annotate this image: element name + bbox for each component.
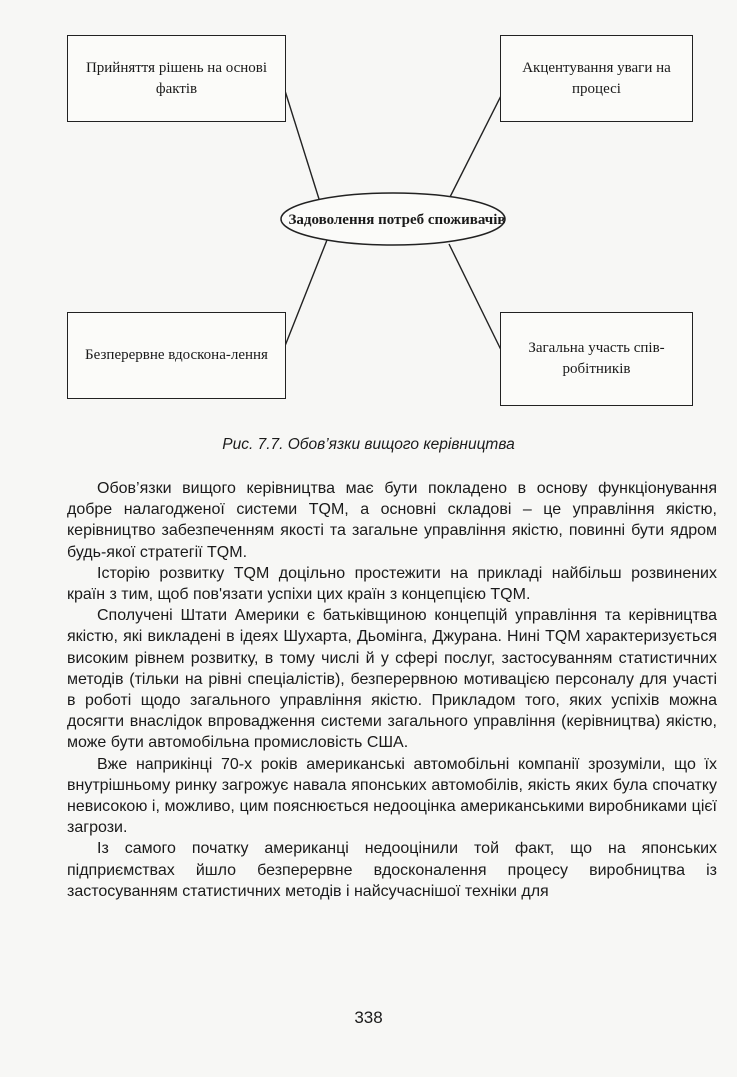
- figure-caption: Рис. 7.7. Обов’язки вищого керівництва: [222, 436, 515, 453]
- paragraph: Сполучені Штати Америки є батьківщиною концепцій управління та керівництва якістю, які викладені в ідеях Шухарта, Дьомінга, Джурана. Нині TQM характеризується високим рівнем розвитку, в тому числі й у сфері послуг, застосуванням статистичних методів (тільки на рівні спеціалістів), безперервною мотивацією персоналу для участі в роботі щодо загального управління якістю. Прикладом того, яких успіхів можна досягти внаслідок впровадження системи загального управління (керівництва) якістю, може бути автомобільна промисловість США.: [67, 607, 717, 752]
- connector-top-left: [281, 78, 319, 199]
- figure-diagram: [0, 0, 737, 420]
- paragraph: Вже наприкінці 70-х років американські автомобільні компанії зрозуміли, що їх внутрішньому ринку загрожує навала японських автомобілів, якість яких була спочатку невисокою і, можливо, цим пояснюється недооцінка американськими виробниками цієї загрози.: [67, 755, 717, 837]
- center-node-label: Задоволення потреб споживачів: [288, 211, 506, 228]
- paragraph: Із самого початку американці недооцінили той факт, що на японських підприємствах йшло безперервне вдосконалення процесу виробництва із застосуванням статистичних методів і найсучаснішої техніки для: [67, 840, 717, 900]
- node-bottom-right: Загальна участь спів-робітників: [500, 312, 693, 406]
- node-top-left: Прийняття рішень на основі фактів: [67, 35, 286, 122]
- node-bottom-left: Безперервне вдоскона-лення: [67, 312, 286, 399]
- connector-bottom-right: [449, 244, 504, 356]
- node-top-right: Акцентування уваги на процесі: [500, 35, 693, 122]
- paragraph: Обов’язки вищого керівництва має бути покладено в основу функціонування добре налагодженої системи TQM, а основні складові – це управління якістю, керівництво забезпеченням якості та загальне управління якістю, повинні бути ядром будь-якої стратегії TQM.: [67, 480, 717, 561]
- paragraph: Історію розвитку TQM доцільно простежити на прикладі найбільш розвинених країн з тим, щоб пов'язати успіхи цих країн з концепцією TQM.: [67, 564, 717, 604]
- body-text: [67, 478, 717, 902]
- page-number: 338: [354, 1008, 383, 1027]
- connector-bottom-left: [281, 240, 327, 356]
